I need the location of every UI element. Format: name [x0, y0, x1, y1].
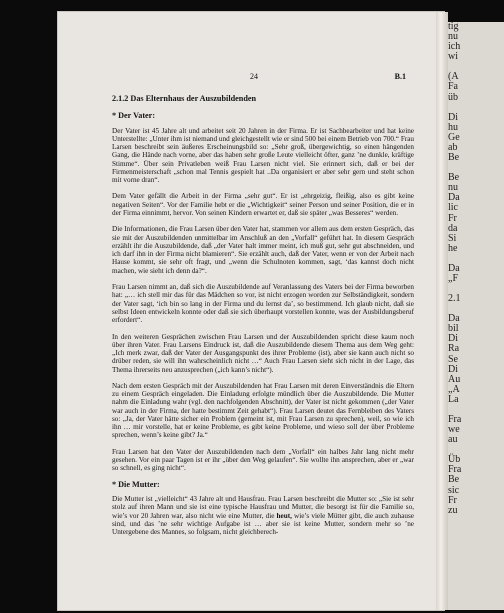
fragment-line: Fa — [448, 81, 458, 93]
fragment-line: „F — [448, 272, 458, 284]
fragment-line: nu — [448, 31, 458, 43]
text-run: wie’s viele Mütter gibt, die auch zuhause sind, und das ’ne sehr wichtige Aufgabe ist … aber sie ist keine Mutter, sondern mehr so ’ne Untergebene des Mannes, so folgsam, nicht gleichberech- — [112, 511, 414, 537]
fragment-line: au — [448, 434, 458, 446]
fragment-line: zu — [448, 504, 458, 516]
section-title: 2.1.2 Das Elternhaus der Auszubildenden — [112, 94, 257, 103]
fragment-line: ich — [448, 41, 461, 53]
paragraph: Nach dem ersten Gespräch mit der Auszubildenden hat Frau Larsen mit deren Einverständnis die Eltern zu einem Gespräch eingeladen. Die Einladung erfolgte mündlich über die Auszubildende. Die Mutter nahm die Einladung wahr (vgl. den nachfolgenden Abschnitt), der Vater ist nicht gekommen („der Vater war auch in der Firma, der hatte bestimmt Zeit gehabt“). Frau Larsen deutet das Fernbleiben des Vaters so: „Ja, der Vater hätte sicher ein Problem (gemeint ist, mit Frau Larsen zu sprechen), weil, so wie ich ihn … mir vorstelle, hat er keine Probleme, es gibt keine Probleme, und wieso soll der über Probleme sprechen, wenn’s keine gibt? Ja.“ — [112, 381, 414, 440]
fragment-line: Üb — [448, 454, 461, 466]
fragment-line: bil — [448, 323, 459, 335]
page-number: 24 — [250, 72, 258, 81]
fragment-line: he — [448, 242, 458, 254]
fragment-line: „A — [448, 383, 460, 395]
fragment-line: Ge — [448, 131, 460, 143]
fragment-line: Ra — [448, 343, 460, 355]
fragment-line: Fra — [448, 464, 462, 476]
fragment-line: Be — [448, 152, 460, 164]
fragment-line: Fr — [448, 494, 457, 506]
text-run: Die Mutter ist „vielleicht“ 43 Jahre alt und Hausfrau. Frau Larsen beschreibt die Mutter so: „Sie ist sehr stolz auf ihren Mann und sie ist eine typische Hausfrau und Mutter, die besorgt ist für die Familie so, wie’s vor 20 Jahren war, also nicht wie eine Mutter, die — [112, 495, 414, 520]
fragment-line: wi — [448, 51, 458, 63]
fragment-line: Au — [448, 373, 461, 385]
fragment-line: Be — [448, 172, 460, 184]
paragraph: In den weiteren Gesprächen zwischen Frau Larsen und der Auszubildenden spricht diese kaum noch über ihren Vater. Frau Larsens Eindruck ist, daß die Auszubildende diesem Thema aus dem Weg geht: „Ich merk zwar, daß der Vater der Ausgangspunkt des ihrer Probleme (ist), aber sie kann auch nicht so drüber reden, sie will ihn wahrscheinlich nicht …“ Auch Frau Larsen sieht sich nicht in der Lage, das Thema ihrerseits neu anzusprechen („ich kann’s nicht“). — [112, 332, 414, 374]
paragraph: Frau Larsen hat den Vater der Auszubildenden nach dem „Vorfall“ ein halbes Jahr lang nicht mehr gesehen. Vor ein paar Tagen ist er ihr „über den Weg gelaufen“. Sie wollte ihn ansprechen, aber er „war so schnell, es ging nicht“. — [112, 447, 414, 473]
fragment-line: da — [448, 222, 458, 234]
paragraph: Dem Vater gefällt die Arbeit in der Firma „sehr gut“. Er ist „ehrgeizig, fleißig, also es gibt keine negativen Seiten“. Vor der Familie hebt er die „Wichtigkeit“ seiner Person und seiner Position, die er in der Firma einnimmt, hervor. Von seinen Kindern erwartet er, daß sie später „was Besseres“ werden. — [112, 192, 414, 217]
fragment-line: 2.1 — [448, 293, 461, 305]
adjacent-page-fragment — [448, 22, 504, 610]
fragment-line: Di — [448, 363, 458, 375]
book-binding — [436, 12, 448, 610]
fragment-line: nu — [448, 182, 458, 194]
paragraph: Frau Larsen nimmt an, daß sich die Auszubildende auf Veranlassung des Vaters bei der Firma beworben hat: „… ich stell mir das für das Mädchen so vor, ist nicht erzogen worden zur Selbständigkeit, sondern der Vater sagt, ‘ich bin so lang in der Firma und du lernst da’, so bestimmend. Ich glaub nicht, daß sie selbst Ideen entwickeln konnte oder daß sie sich überhaupt vorstellen konnte, was der Ausbildungsberuf erfordert“. — [112, 283, 414, 325]
fragment-line: hu — [448, 121, 458, 133]
fragment-line: Da — [448, 262, 460, 274]
fragment-line: Di — [448, 111, 458, 123]
fragment-line: (A — [448, 71, 459, 83]
page-body — [112, 95, 414, 545]
fragment-line: Da — [448, 313, 460, 325]
fragment-line: Fra — [448, 414, 462, 425]
paragraph: Der Vater ist 45 Jahre alt und arbeitet seit 20 Jahren in der Firma. Er ist Sachbearbeiter und hat keine Unterstellte: „Unter ihm ist niemand und gleichgestellt wie er sind 500 bei einem Betrieb von 700.“ Frau Larsen beschreibt sein äußeres Erscheinungsbild so: „Sehr groß, übergewichtig, so einen hängenden Gang, die Hände nach vorne, aber das haben sehr große Leute vielleicht öfter, ganz ’ne dunkle, kräftige Stimme“. Über sein Privatleben weiß Frau Larsen nicht viel. Sie erinnert sich, daß er bei der Firmenmeisterschaft „schon mal Tennis gespielt hat ..Da organisiert er aber sehr gern und steht schon mit vorne dran“. — [112, 126, 414, 184]
fragment-line: sic — [448, 484, 460, 496]
father-heading: * Der Vater: — [112, 111, 156, 121]
fragment-line: ab — [448, 141, 458, 153]
fragment-line: we — [448, 424, 460, 436]
fragment-line: Si — [448, 232, 457, 244]
fragment-line: üb — [448, 91, 458, 103]
fragment-line: Fr — [448, 212, 457, 224]
emphasis: heut, — [276, 511, 292, 520]
fragment-line: Be — [448, 474, 460, 486]
mother-heading: * Die Mutter: — [112, 479, 160, 489]
fragment-line: Da — [448, 192, 460, 204]
page-header — [102, 72, 406, 84]
fragment-line: tig — [448, 22, 459, 32]
section-code: B.1 — [394, 72, 406, 81]
fragment-line: lic — [448, 202, 458, 214]
fragment-line: Se — [448, 353, 458, 365]
paragraph: Die Informationen, die Frau Larsen über den Vater hat, stammen vor allem aus dem ersten Gespräch, das sie mit der Auszubildenden unmittelbar im Anschluß an den „Vorfall“ geführt hat. In diesem Gespräch erzählt ihr die Auszubildende, daß „der Vater halt immer meint, ich muß gut, sehr gut abschneiden, und ich darf ihn in der Firma nicht blamieren“. Sie erzählt auch, daß der Vater, wenn er von der Arbeit nach Hause kommt, sie sehr oft fragt, und „wenn die Schulnoten kommen, sagt, ‘das kannst doch nicht machen, wie sieht ich denn da?“. — [112, 225, 414, 275]
fragment-line: La — [448, 393, 459, 405]
fragment-line: Di — [448, 333, 458, 345]
paragraph — [112, 495, 414, 536]
